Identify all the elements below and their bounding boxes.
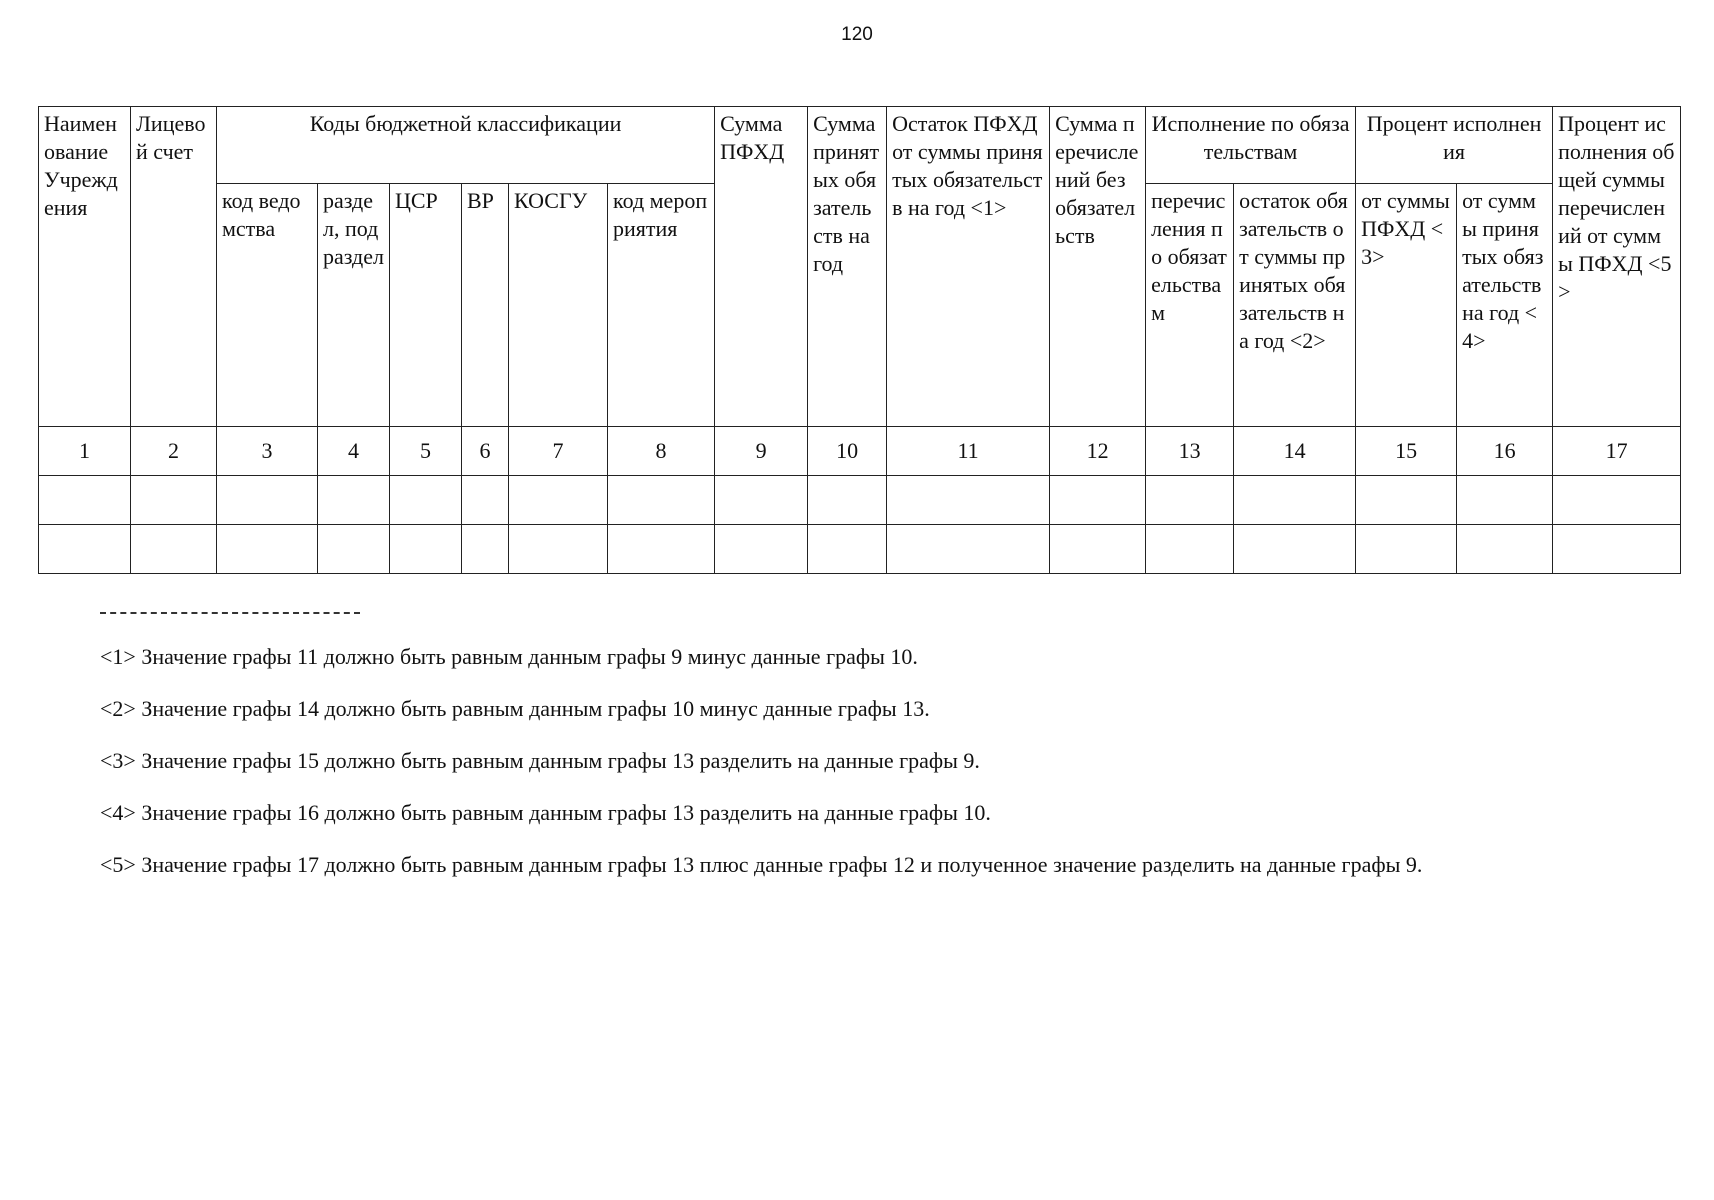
footnotes	[100, 612, 1660, 904]
column-number: 10	[808, 427, 887, 476]
footnote-3: <3> Значение графы 15 должно быть равным данным графы 13 разделить на данные графы 9.	[100, 748, 980, 773]
column-number: 4	[318, 427, 390, 476]
column-number: 9	[715, 427, 808, 476]
empty-cell	[887, 525, 1050, 574]
empty-cell	[462, 476, 509, 525]
header-total-percent: Процент исполнения общей суммы перечислений от суммы ПФХД <5>	[1553, 107, 1681, 427]
header-remainder: Остаток ПФХД от суммы принятых обязательств на год <1>	[887, 107, 1050, 427]
empty-cell	[390, 476, 462, 525]
empty-cell	[1234, 525, 1356, 574]
empty-cell	[131, 525, 217, 574]
column-number: 5	[390, 427, 462, 476]
empty-cell	[608, 476, 715, 525]
column-number: 14	[1234, 427, 1356, 476]
empty-cell	[808, 525, 887, 574]
empty-cell	[715, 525, 808, 574]
header-pfhd-sum: Сумма ПФХД	[715, 107, 808, 427]
column-number: 17	[1553, 427, 1681, 476]
header-transfers-oblig: перечисления по обязательствам	[1146, 184, 1234, 427]
header-kosgu: КОСГУ	[509, 184, 608, 427]
empty-cell	[217, 476, 318, 525]
empty-cell	[1457, 525, 1553, 574]
table-row	[39, 525, 1681, 574]
column-number: 7	[509, 427, 608, 476]
column-number-row	[39, 427, 1681, 476]
header-transfers-no-oblig: Сумма перечислений без обязательств	[1050, 107, 1146, 427]
empty-cell	[1146, 525, 1234, 574]
column-number: 13	[1146, 427, 1234, 476]
column-number: 16	[1457, 427, 1553, 476]
empty-cell	[217, 525, 318, 574]
column-number: 6	[462, 427, 509, 476]
table-row	[39, 476, 1681, 525]
header-name: Наименование Учреждения	[39, 107, 131, 427]
empty-cell	[1553, 476, 1681, 525]
footnote-1: <1> Значение графы 11 должно быть равным данным графы 9 минус данные графы 10.	[100, 644, 918, 669]
empty-cell	[1050, 476, 1146, 525]
column-number: 12	[1050, 427, 1146, 476]
header-account: Лицевой счет	[131, 107, 217, 427]
header-codes-group: Коды бюджетной классификации	[217, 107, 715, 184]
header-remainder-oblig: остаток обязательств от суммы принятых обязательств на год <2>	[1234, 184, 1356, 427]
empty-cell	[1234, 476, 1356, 525]
empty-cell	[1146, 476, 1234, 525]
header-section: раздел, подраздел	[318, 184, 390, 427]
header-percent-group: Процент исполнения	[1356, 107, 1553, 184]
empty-cell	[318, 476, 390, 525]
header-row-1	[39, 107, 1681, 184]
column-number: 3	[217, 427, 318, 476]
header-from-pfhd: от суммы ПФХД <3>	[1356, 184, 1457, 427]
empty-cell	[715, 476, 808, 525]
empty-cell	[1457, 476, 1553, 525]
empty-cell	[808, 476, 887, 525]
empty-cell	[39, 525, 131, 574]
header-csr: ЦСР	[390, 184, 462, 427]
column-number: 2	[131, 427, 217, 476]
page-number: 120	[841, 24, 873, 45]
column-number: 8	[608, 427, 715, 476]
column-number: 11	[887, 427, 1050, 476]
column-number: 15	[1356, 427, 1457, 476]
footnote-separator	[100, 612, 360, 614]
empty-cell	[39, 476, 131, 525]
header-vr: ВР	[462, 184, 509, 427]
empty-cell	[1356, 476, 1457, 525]
empty-cell	[1553, 525, 1681, 574]
header-execution-group: Исполнение по обязательствам	[1146, 107, 1356, 184]
column-number: 1	[39, 427, 131, 476]
empty-cell	[390, 525, 462, 574]
budget-execution-table	[38, 106, 1681, 574]
empty-cell	[462, 525, 509, 574]
header-from-accepted: от суммы принятых обязательств на год <4>	[1457, 184, 1553, 427]
empty-cell	[509, 525, 608, 574]
empty-cell	[318, 525, 390, 574]
empty-cell	[1050, 525, 1146, 574]
header-code-dept: код ведомства	[217, 184, 318, 427]
footnote-4: <4> Значение графы 16 должно быть равным данным графы 13 разделить на данные графы 10.	[100, 800, 991, 825]
header-accepted-sum: Сумма принятых обязательств на год	[808, 107, 887, 427]
footnote-5: <5> Значение графы 17 должно быть равным данным графы 13 плюс данные графы 12 и полученное значение разделить на данные графы 9.	[100, 852, 1423, 877]
empty-cell	[1356, 525, 1457, 574]
empty-cell	[509, 476, 608, 525]
header-code-event: код мероприятия	[608, 184, 715, 427]
empty-cell	[131, 476, 217, 525]
empty-cell	[887, 476, 1050, 525]
footnote-2: <2> Значение графы 14 должно быть равным данным графы 10 минус данные графы 13.	[100, 696, 930, 721]
empty-cell	[608, 525, 715, 574]
